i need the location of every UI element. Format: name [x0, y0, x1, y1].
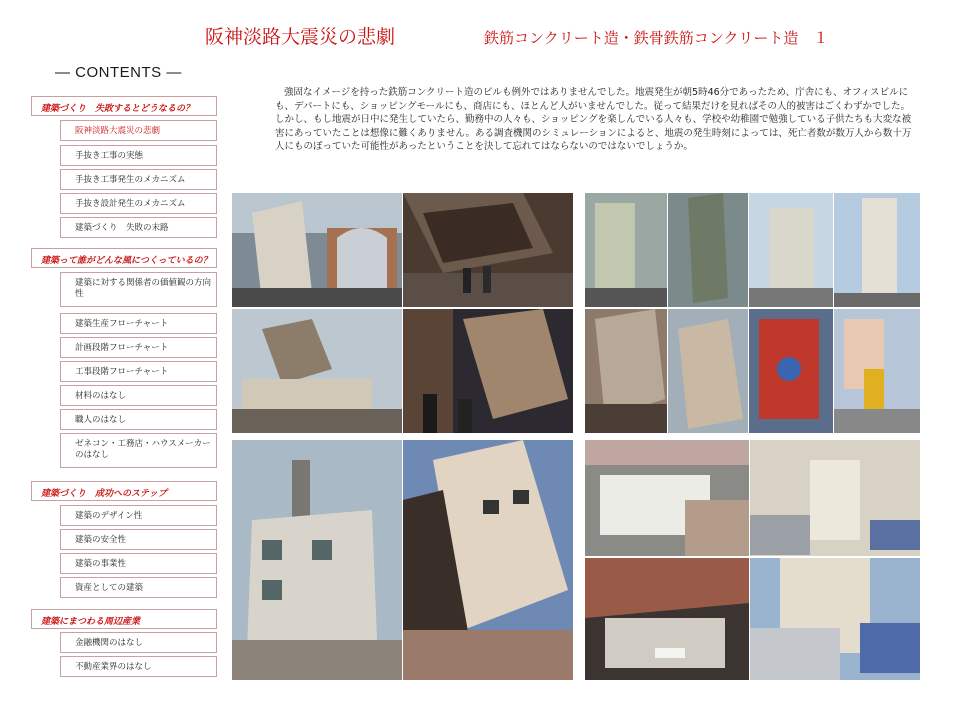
photo-building-with-tower [232, 440, 402, 680]
photo-narrow-building [668, 193, 748, 307]
nav-item-shoddy-work[interactable]: 手抜き工事の実態 [60, 145, 217, 166]
nav-item-stakeholder-values[interactable]: 建築に対する関係者の価値観の方向性 [60, 272, 217, 307]
photo-night-collapsed-building [403, 309, 573, 433]
photo-overturned-block [749, 193, 833, 307]
photo-shopping-arcade-tilted-building [232, 193, 402, 307]
nav-item-hanshin-disaster[interactable]: 阪神淡路大震災の悲劇 [60, 120, 217, 141]
intro-paragraph: 強固なイメージを持った鉄筋コンクリート造のビルも例外ではありませんでした。地震発生が朝5時46分であったため、庁舎にも、オフィスビルにも、デパートにも、ショッピングモールにも、商店にも、ほとんど人がいませんでした。従って結果だけを見ればその人的被害はごくわずかでした。しかし、もし地震が日中に発生していたら、勤務中の人々も、ショッピングを楽しんでいる人々も、学校や幼稚園で勉強している子供たちも大変な被害にあっていたことは想像に難くありません。ある調査機関のシミュレーションによると、地震の発生時刻によっては、死亡者数が数万人から数十万人にものぼっていた可能性があったということを決して忘れてはならないのではないでしょうか。 [275, 87, 912, 153]
nav-category-failure[interactable]: 建築づくり 失敗するとどうなるの？ [31, 96, 217, 116]
nav-item-planning-flowchart[interactable]: 計画段階フローチャート [60, 337, 217, 358]
photo-street-debris [585, 309, 667, 433]
contents-heading: ― CONTENTS ― [55, 64, 182, 81]
nav-item-business[interactable]: 建築の事業性 [60, 553, 217, 574]
nav-item-production-flowchart[interactable]: 建築生産フローチャート [60, 313, 217, 334]
page-subtitle: 鉄筋コンクリート造・鉄骨鉄筋コンクリート造 １ [484, 29, 829, 47]
photo-collapsed-building-street [403, 193, 573, 307]
nav-item-shoddy-design-mechanism[interactable]: 手抜き設計発生のメカニズム [60, 193, 217, 214]
photo-leaning-block-car [750, 558, 920, 680]
nav-item-shoddy-work-mechanism[interactable]: 手抜き工事発生のメカニズム [60, 169, 217, 190]
photo-leaning-pink-building [403, 440, 573, 680]
nav-item-contractors[interactable]: ゼネコン・工務店・ハウスメーカーのはなし [60, 433, 217, 468]
photo-white-apartment-collapse [834, 193, 920, 307]
nav-item-design[interactable]: 建築のデザイン性 [60, 505, 217, 526]
nav-item-construction-flowchart[interactable]: 工事段階フローチャート [60, 361, 217, 382]
nav-item-safety[interactable]: 建築の安全性 [60, 529, 217, 550]
nav-item-materials[interactable]: 材料のはなし [60, 385, 217, 406]
nav-category-success-steps[interactable]: 建築づくり 成功へのステップ [31, 481, 217, 501]
photo-collapsed-garage-car [585, 558, 749, 680]
photo-tilted-sign-building [232, 309, 402, 433]
photo-crushed-van [585, 440, 749, 556]
nav-item-financial-institutions[interactable]: 金融機関のはなし [60, 632, 217, 653]
photo-leaning-tower-building [585, 193, 667, 307]
nav-item-craftsmen[interactable]: 職人のはなし [60, 409, 217, 430]
nav-item-real-estate[interactable]: 不動産業界のはなし [60, 656, 217, 677]
nav-item-failure-outcome[interactable]: 建築づくり 失敗の末路 [60, 217, 217, 238]
photo-pilotis-building [834, 309, 920, 433]
photo-tilted-midrise [668, 309, 748, 433]
nav-category-related-industries[interactable]: 建築にまつわる周辺産業 [31, 609, 217, 629]
photo-colorful-shops-damage [749, 309, 833, 433]
nav-category-who-builds[interactable]: 建築って誰がどんな風につくっているの？ [31, 248, 217, 268]
nav-item-asset[interactable]: 資産としての建築 [60, 577, 217, 598]
photo-crushed-car-building [750, 440, 920, 556]
page-title: 阪神淡路大震災の悲劇 [205, 26, 396, 48]
